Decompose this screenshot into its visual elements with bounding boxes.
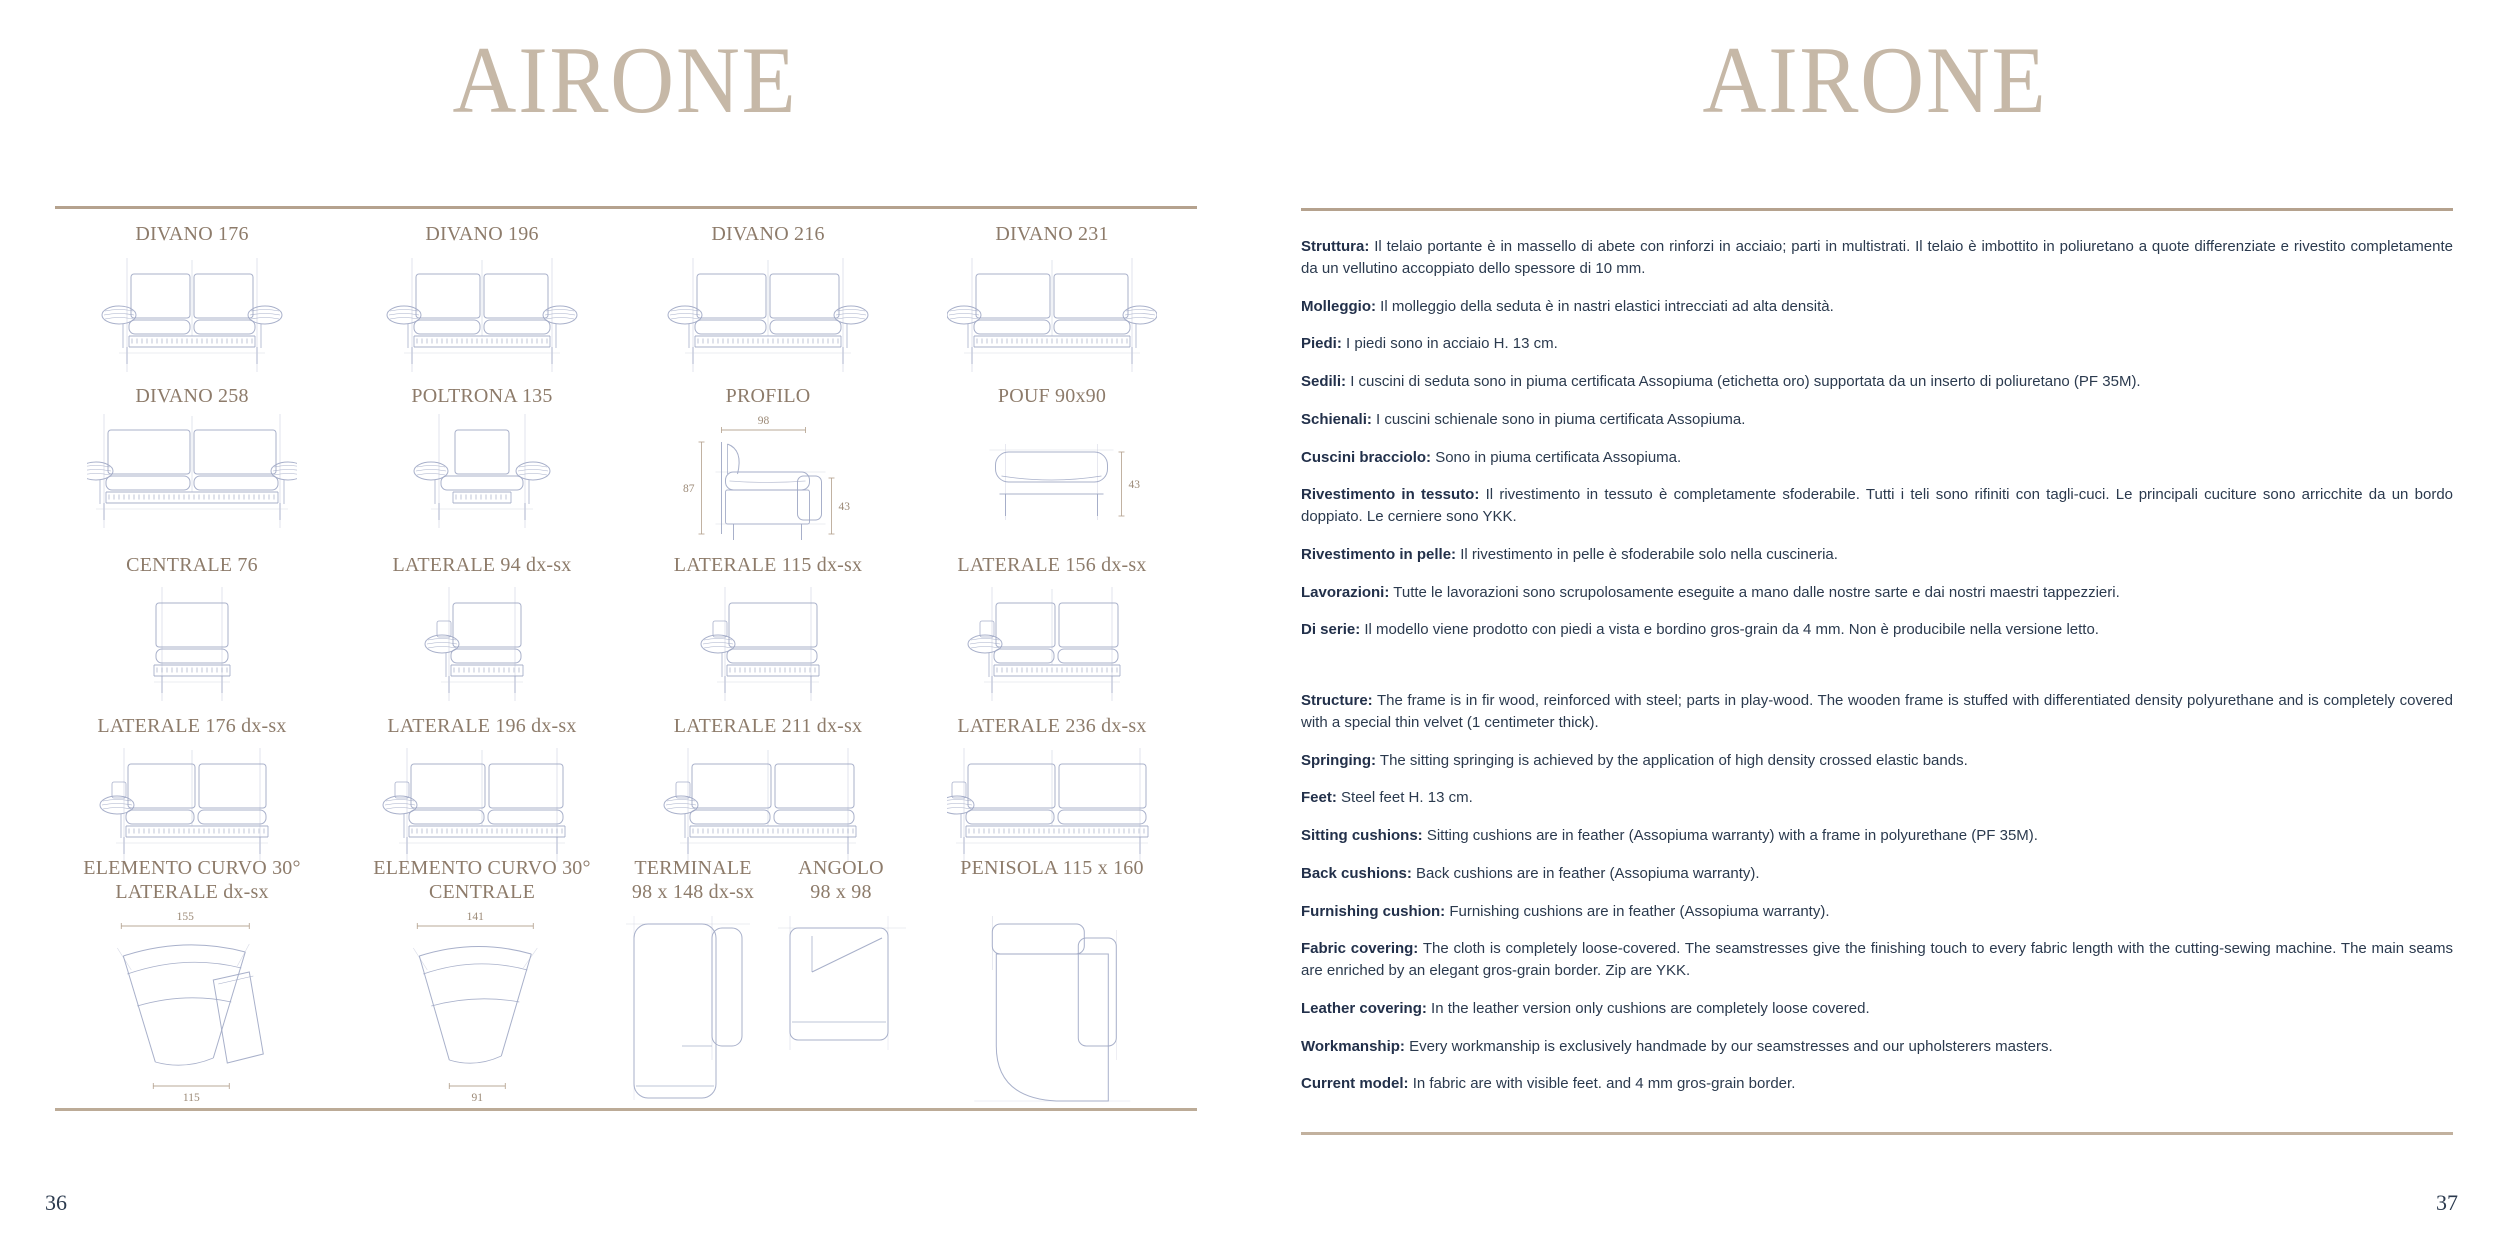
model-label-box [377, 222, 587, 246]
spec-label: Feet: [1301, 789, 1337, 807]
model-label: PROFILO [725, 385, 811, 407]
sofa-front-drawing [947, 252, 1157, 380]
specs-italian [1301, 236, 2453, 657]
spec-item-it [1301, 484, 2453, 528]
peninsula-drawing [962, 910, 1142, 1105]
top-divider-left [55, 206, 1197, 209]
spec-label: Molleggio: [1301, 297, 1376, 315]
model-label-box [87, 714, 297, 738]
model-label: LATERALE 115 dx-sx [673, 554, 863, 576]
model-label: ELEMENTO CURVO 30° [83, 857, 301, 879]
model-drawing [377, 408, 587, 536]
element-arm-front-drawing [663, 742, 873, 870]
spec-text: Back cushions are in feather (Assopiuma warranty). [1416, 864, 1760, 882]
model-cell [377, 553, 587, 709]
model-drawing [960, 910, 1143, 1105]
model-drawing [373, 910, 590, 1105]
spec-item-it [1301, 296, 2453, 318]
spec-label: Structure: [1301, 692, 1373, 709]
model-drawing [377, 581, 587, 709]
spec-text: In fabric are with visible feet. and 4 mm gros-grain border. [1412, 1075, 1796, 1093]
model-cell [87, 553, 297, 709]
spec-label: Workmanship: [1301, 1037, 1405, 1055]
spec-text: Steel feet H. 13 cm. [1341, 789, 1473, 807]
model-cell [676, 384, 861, 548]
bottom-divider-right [1301, 1132, 2453, 1135]
svg-text:43: 43 [838, 501, 850, 513]
svg-text:87: 87 [683, 483, 695, 495]
sofa-front-drawing [377, 252, 587, 380]
model-label: POLTRONA 135 [411, 385, 553, 407]
model-label-box [87, 384, 297, 408]
svg-text:98: 98 [757, 415, 770, 427]
model-cell [947, 714, 1157, 870]
model-label-box [947, 553, 1157, 577]
model-label-box [618, 856, 768, 904]
model-cell [663, 553, 873, 709]
page-title-right: AIRONE [1702, 27, 2048, 133]
spec-item-it [1301, 619, 2453, 641]
model-label: LATERALE 156 dx-sx [957, 554, 1147, 576]
spec-text: I cuscini di seduta sono in piuma certificata Assopiuma (etichetta oro) supportata da un inserto di poliuretano (PF 35M). [1350, 373, 2141, 390]
model-label-box [373, 856, 590, 904]
spec-text: Sitting cushions are in feather (Assopiuma warranty) with a frame in polyurethane (PF 35M). [1426, 827, 2038, 844]
spec-label: Furnishing cushion: [1301, 902, 1446, 920]
model-label: POUF 90x90 [997, 385, 1107, 407]
spec-label: Rivestimento in pelle: [1301, 545, 1457, 563]
spec-text: Il telaio portante è in massello di abete con rinforzi in acciaio; parti in multistrati. Il telaio è imbottito in poliuretano a quote differenziate e rivestito completamente da un vellutino accoppiato dello spessore di 10 mm. [1301, 238, 2453, 277]
model-label: DIVANO 231 [995, 223, 1109, 245]
model-label: LATERALE 176 dx-sx [97, 715, 287, 737]
model-label-box [663, 553, 873, 577]
model-label: ANGOLO [798, 857, 884, 879]
spec-item-it [1301, 236, 2453, 280]
spec-text: Il molleggio della seduta è in nastri elastici intrecciati ad alta densità. [1380, 297, 1834, 315]
model-label: DIVANO 196 [425, 223, 539, 245]
model-drawing [663, 742, 873, 870]
spec-text: The cloth is completely loose-covered. The seamstresses give the finishing touch to every fabric length with the cutting-sewing machine. The main seams are enriched by an elegant gros-grain border. Zip are YKK. [1301, 940, 2453, 979]
model-drawing [663, 252, 873, 380]
element-front-drawing [87, 581, 297, 709]
curved-lateral-drawing [97, 910, 287, 1105]
model-label-box [960, 856, 1143, 904]
model-label-box [947, 714, 1157, 738]
svg-text:155: 155 [176, 911, 194, 923]
model-label-line2: 98 x 148 dx-sx [631, 881, 755, 903]
spec-text: Il rivestimento in pelle è sfoderabile solo nella cuscineria. [1460, 545, 1838, 563]
spec-item-en [1301, 1073, 2453, 1095]
element-arm-front-drawing [377, 742, 587, 870]
spec-label: Springing: [1301, 751, 1376, 769]
spec-item-it [1301, 544, 2453, 566]
spec-label: Schienali: [1301, 410, 1372, 428]
spec-label: Piedi: [1301, 335, 1342, 353]
model-drawing [83, 910, 300, 1105]
spec-text: In the leather version only cushions are completely loose covered. [1431, 999, 1870, 1017]
spec-item-en [1301, 690, 2453, 734]
element-arm-front-drawing [87, 742, 297, 870]
model-label: TERMINALE [634, 857, 752, 879]
model-drawing [87, 252, 297, 380]
model-cell [663, 714, 873, 870]
element-arm-front-drawing [663, 581, 873, 709]
model-cell [947, 553, 1157, 709]
spec-item-en [1301, 901, 2453, 923]
model-drawing [960, 408, 1145, 536]
model-drawing [676, 408, 861, 548]
model-cell [960, 856, 1143, 1105]
model-label-line2: LATERALE dx-sx [115, 881, 269, 903]
spec-item-it [1301, 582, 2453, 604]
spec-text: Sono in piuma certificata Assopiuma. [1435, 448, 1682, 466]
model-label-box [377, 384, 587, 408]
curved-central-drawing [387, 910, 577, 1105]
spec-text: Il modello viene prodotto con piedi a vista e bordino gros-grain da 4 mm. Non è producibile nella versione letto. [1364, 621, 2099, 639]
model-label: CENTRALE 76 [126, 554, 258, 576]
model-label-box [663, 714, 873, 738]
spec-label: Leather covering: [1301, 999, 1427, 1017]
model-drawing [618, 910, 768, 1105]
model-label-box [766, 856, 916, 904]
model-cell [618, 856, 768, 1105]
armchair-front-drawing [377, 408, 587, 536]
model-drawing [663, 581, 873, 709]
model-label: ELEMENTO CURVO 30° [373, 857, 591, 879]
model-cell [947, 222, 1157, 380]
svg-text:115: 115 [182, 1092, 200, 1104]
spec-text: Tutte le lavorazioni sono scrupolosamente eseguite a mano dalle nostre sarte e dai nostri maestri tappezzieri. [1393, 583, 2120, 601]
model-drawing [377, 252, 587, 380]
spec-item-en [1301, 787, 2453, 809]
spec-item-en [1301, 938, 2453, 982]
model-label: DIVANO 176 [135, 223, 249, 245]
corner-drawing [766, 910, 916, 1105]
model-label-box [87, 222, 297, 246]
model-label-box [663, 222, 873, 246]
spec-item-en [1301, 1036, 2453, 1058]
svg-text:43: 43 [1128, 479, 1140, 491]
spec-item-it [1301, 371, 2453, 393]
element-arm-front-drawing [947, 581, 1157, 709]
model-label-box [83, 856, 300, 904]
spec-label: Rivestimento in tessuto: [1301, 486, 1480, 504]
spec-text: Furnishing cushions are in feather (Assopiuma warranty). [1449, 902, 1830, 920]
spec-text: I piedi sono in acciaio H. 13 cm. [1346, 335, 1558, 353]
model-label: LATERALE 196 dx-sx [387, 715, 577, 737]
model-cell [766, 856, 916, 1105]
sofa-front-drawing [87, 252, 297, 380]
spec-label: Lavorazioni: [1301, 583, 1390, 601]
model-cell [663, 222, 873, 380]
spec-item-it [1301, 447, 2453, 469]
pouf-drawing [960, 408, 1145, 536]
spec-item-en [1301, 998, 2453, 1020]
model-label: DIVANO 258 [135, 385, 249, 407]
model-label-line2: CENTRALE [428, 881, 536, 903]
terminal-drawing [618, 910, 768, 1105]
model-drawing [947, 252, 1157, 380]
model-label-line2: 98 x 98 [810, 881, 872, 903]
element-arm-front-drawing [377, 581, 587, 709]
sofa-front-drawing [663, 252, 873, 380]
spec-text: Il rivestimento in tessuto è completamente sfoderabile. Tutti i teli sono rifiniti con tagli-cuci. Le principali cuciture sono arricchite da un bordo doppiato. Le cerniere sono YKK. [1301, 486, 2453, 525]
spec-label: Sitting cushions: [1301, 827, 1423, 844]
model-cell [83, 856, 300, 1105]
spec-item-en [1301, 863, 2453, 885]
model-label: LATERALE 211 dx-sx [673, 715, 863, 737]
spec-label: Back cushions: [1301, 864, 1412, 882]
sofa-front-drawing [87, 408, 297, 536]
element-arm-front-drawing [947, 742, 1157, 870]
spec-item-en [1301, 750, 2453, 772]
model-cell [960, 384, 1145, 536]
page-right [1250, 0, 2500, 1250]
svg-text:141: 141 [466, 911, 484, 923]
model-drawing [766, 910, 916, 1105]
model-drawing [947, 581, 1157, 709]
model-label-box [87, 553, 297, 577]
page-title-left: AIRONE [452, 27, 798, 133]
spec-text: The frame is in fir wood, reinforced with steel; parts in play-wood. The wooden frame is stuffed with differentiated density polyurethane and is completely covered with a special thin velvet (1 centimeter thick). [1301, 692, 2453, 731]
model-drawing [87, 581, 297, 709]
model-cell [377, 384, 587, 536]
model-cell [377, 714, 587, 870]
model-cell [87, 714, 297, 870]
model-drawing [87, 408, 297, 536]
model-label-box [377, 714, 587, 738]
model-cell [87, 384, 297, 536]
model-cell [373, 856, 590, 1105]
spec-label: Fabric covering: [1301, 940, 1419, 958]
spec-label: Current model: [1301, 1075, 1409, 1093]
model-label-box [947, 222, 1157, 246]
spec-label: Sedili: [1301, 373, 1347, 390]
model-label-box [377, 553, 587, 577]
top-divider-right [1301, 208, 2453, 211]
spec-text: Every workmanship is exclusively handmade by our seamstresses and our upholsterers masters. [1409, 1037, 2053, 1055]
model-label: DIVANO 216 [711, 223, 825, 245]
spec-label: Di serie: [1301, 621, 1361, 639]
model-label: PENISOLA 115 x 160 [960, 857, 1144, 879]
spec-text: I cuscini schienale sono in piuma certificata Assopiuma. [1376, 410, 1746, 428]
model-label-box [960, 384, 1145, 408]
model-cell [87, 222, 297, 380]
model-drawing [947, 742, 1157, 870]
spec-item-en [1301, 825, 2453, 847]
side-profile-drawing [676, 408, 861, 548]
spec-item-it [1301, 333, 2453, 355]
specs-english [1301, 690, 2453, 1111]
model-drawing [377, 742, 587, 870]
page-number-left: 36 [45, 1190, 67, 1215]
page-number-right: 37 [2436, 1190, 2458, 1215]
model-cell [377, 222, 587, 380]
bottom-divider-left [55, 1108, 1197, 1111]
spec-label: Cuscini bracciolo: [1301, 448, 1432, 466]
model-drawing [87, 742, 297, 870]
model-label-box [676, 384, 861, 408]
spec-item-it [1301, 409, 2453, 431]
svg-text:91: 91 [471, 1092, 483, 1104]
model-label: LATERALE 236 dx-sx [957, 715, 1147, 737]
spec-text: The sitting springing is achieved by the application of high density crossed elastic bands. [1379, 751, 1968, 769]
model-label: LATERALE 94 dx-sx [392, 554, 572, 576]
spec-label: Struttura: [1301, 238, 1370, 255]
